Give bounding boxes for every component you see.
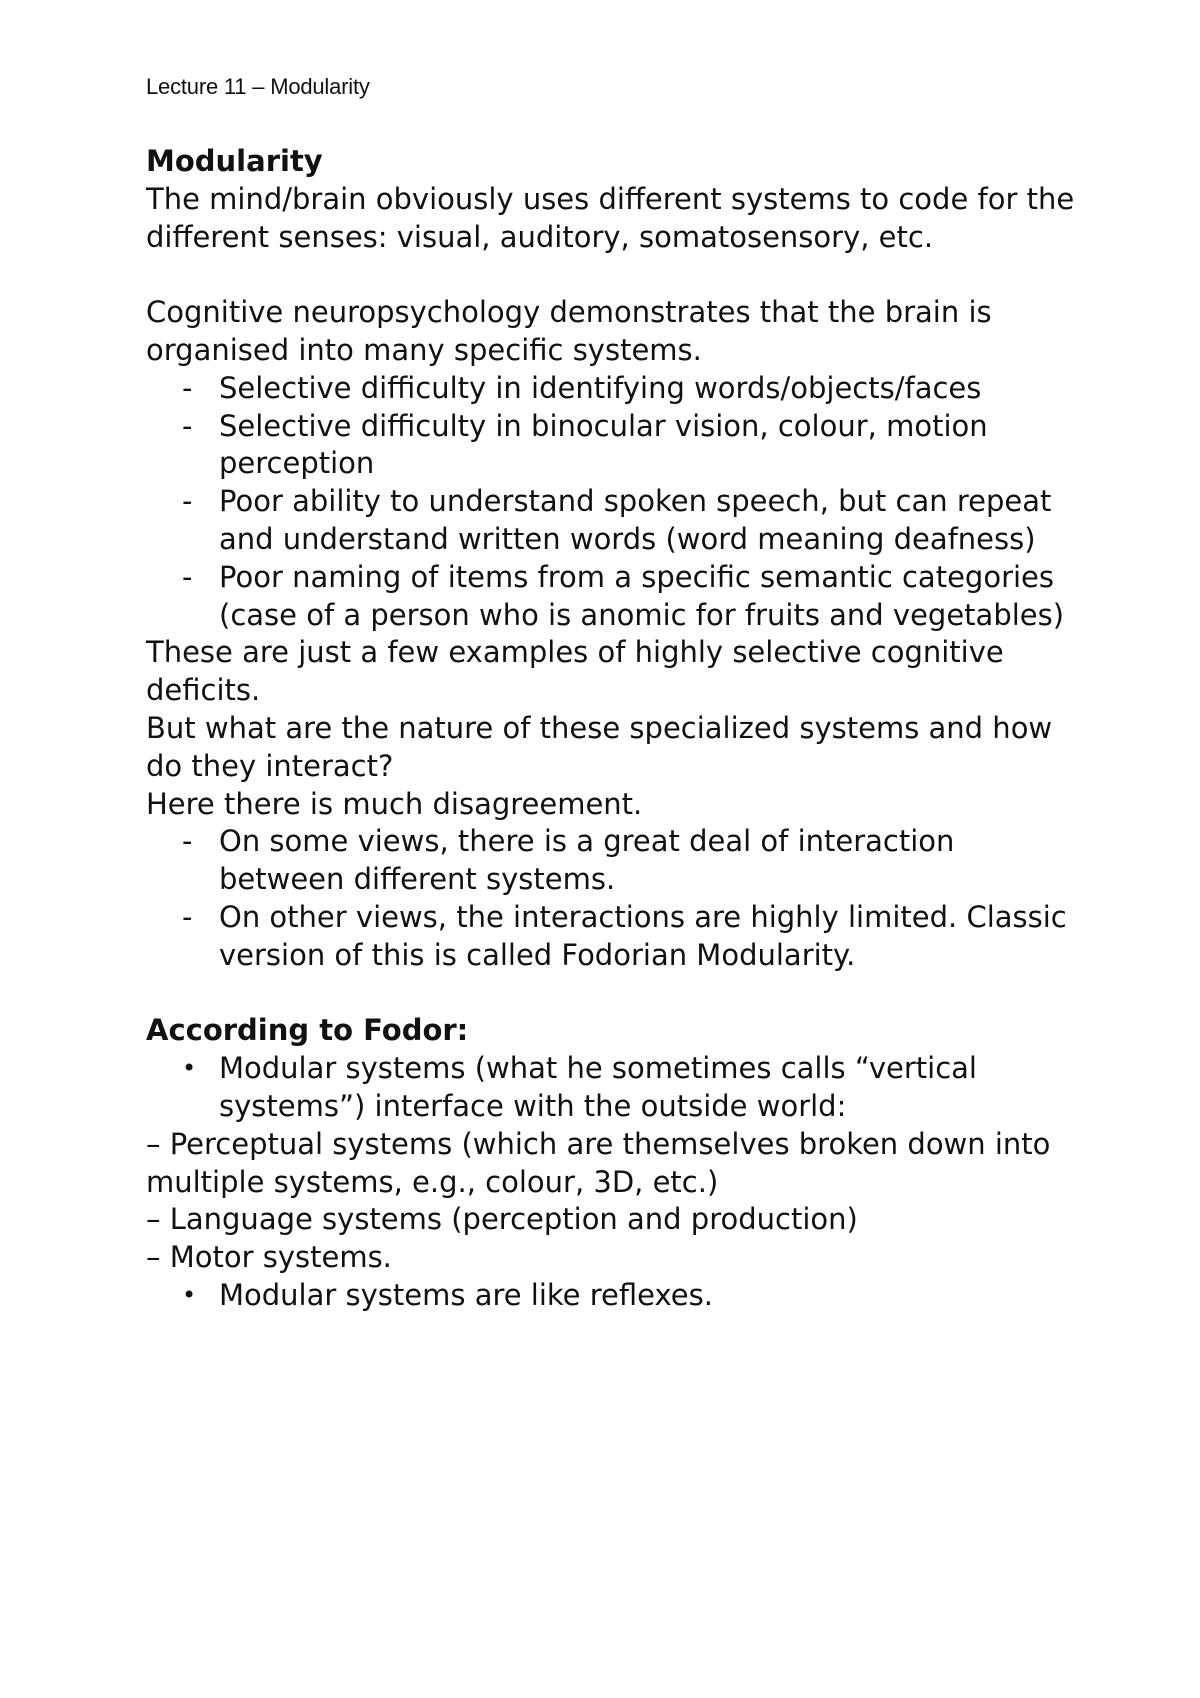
sub-item-motor: – Motor systems. xyxy=(146,1240,392,1275)
document-body xyxy=(146,143,1086,1315)
bullet-marker: • xyxy=(182,1054,197,1083)
list-item-text: Selective difficulty in binocular vision, colour, motion perception xyxy=(219,408,988,481)
dash-marker: - xyxy=(182,484,193,519)
list-item xyxy=(146,370,1086,408)
list-item-text: On other views, the interactions are highly limited. Classic version of this is called Fodorian Modularity. xyxy=(219,899,1067,972)
views-list xyxy=(146,823,1086,974)
list-item-text: Modular systems (what he sometimes calls “vertical systems”) interface with the outside world: xyxy=(219,1051,977,1123)
list-item xyxy=(146,1277,1086,1315)
sub-item-perceptual: – Perceptual systems (which are themselves broken down into multiple systems, e.g., colour, 3D, etc.) xyxy=(146,1126,1051,1199)
list-item xyxy=(146,408,1086,484)
list-item xyxy=(146,899,1086,975)
deficits-paragraph: These are just a few examples of highly selective cognitive deficits. xyxy=(146,635,1004,708)
neuropsychology-paragraph: Cognitive neuropsychology demonstrates that the brain is organised into many specific systems. xyxy=(146,295,992,367)
bullet-marker: • xyxy=(182,1280,197,1309)
blank-line xyxy=(146,975,1086,1013)
list-item-text: Poor naming of items from a specific semantic categories (case of a person who is anomic for fruits and vegetables) xyxy=(219,559,1065,632)
list-item-text: Selective difficulty in identifying words/objects/faces xyxy=(219,370,982,405)
fodor-bullet-list-2 xyxy=(146,1277,1086,1315)
dash-marker: - xyxy=(182,370,193,405)
examples-list xyxy=(146,370,1086,635)
question-paragraph: But what are the nature of these specialized systems and how do they interact? xyxy=(146,710,1053,783)
section-heading-fodor: According to Fodor: xyxy=(146,1013,469,1048)
list-item-text: Poor ability to understand spoken speech, but can repeat and understand written words (word meaning deafness) xyxy=(219,484,1052,556)
dash-marker: - xyxy=(182,559,193,594)
dash-marker: - xyxy=(182,899,193,934)
disagreement-paragraph: Here there is much disagreement. xyxy=(146,786,643,821)
list-item-text: On some views, there is a great deal of interaction between different systems. xyxy=(219,824,955,897)
blank-line xyxy=(146,256,1086,294)
dash-marker: - xyxy=(182,824,193,859)
list-item xyxy=(146,1050,1086,1126)
dash-marker: - xyxy=(182,408,193,443)
fodor-bullet-list xyxy=(146,1050,1086,1126)
list-item xyxy=(146,559,1086,635)
list-item xyxy=(146,483,1086,559)
page-header: Lecture 11 – Modularity xyxy=(146,74,370,99)
list-item xyxy=(146,823,1086,899)
section-heading-modularity: Modularity xyxy=(146,144,323,178)
sub-item-language: – Language systems (perception and production) xyxy=(146,1202,858,1237)
list-item-text: Modular systems are like reflexes. xyxy=(219,1277,713,1312)
intro-paragraph: The mind/brain obviously uses different systems to code for the different senses: visual, auditory, somatosensory, etc. xyxy=(146,181,1075,254)
